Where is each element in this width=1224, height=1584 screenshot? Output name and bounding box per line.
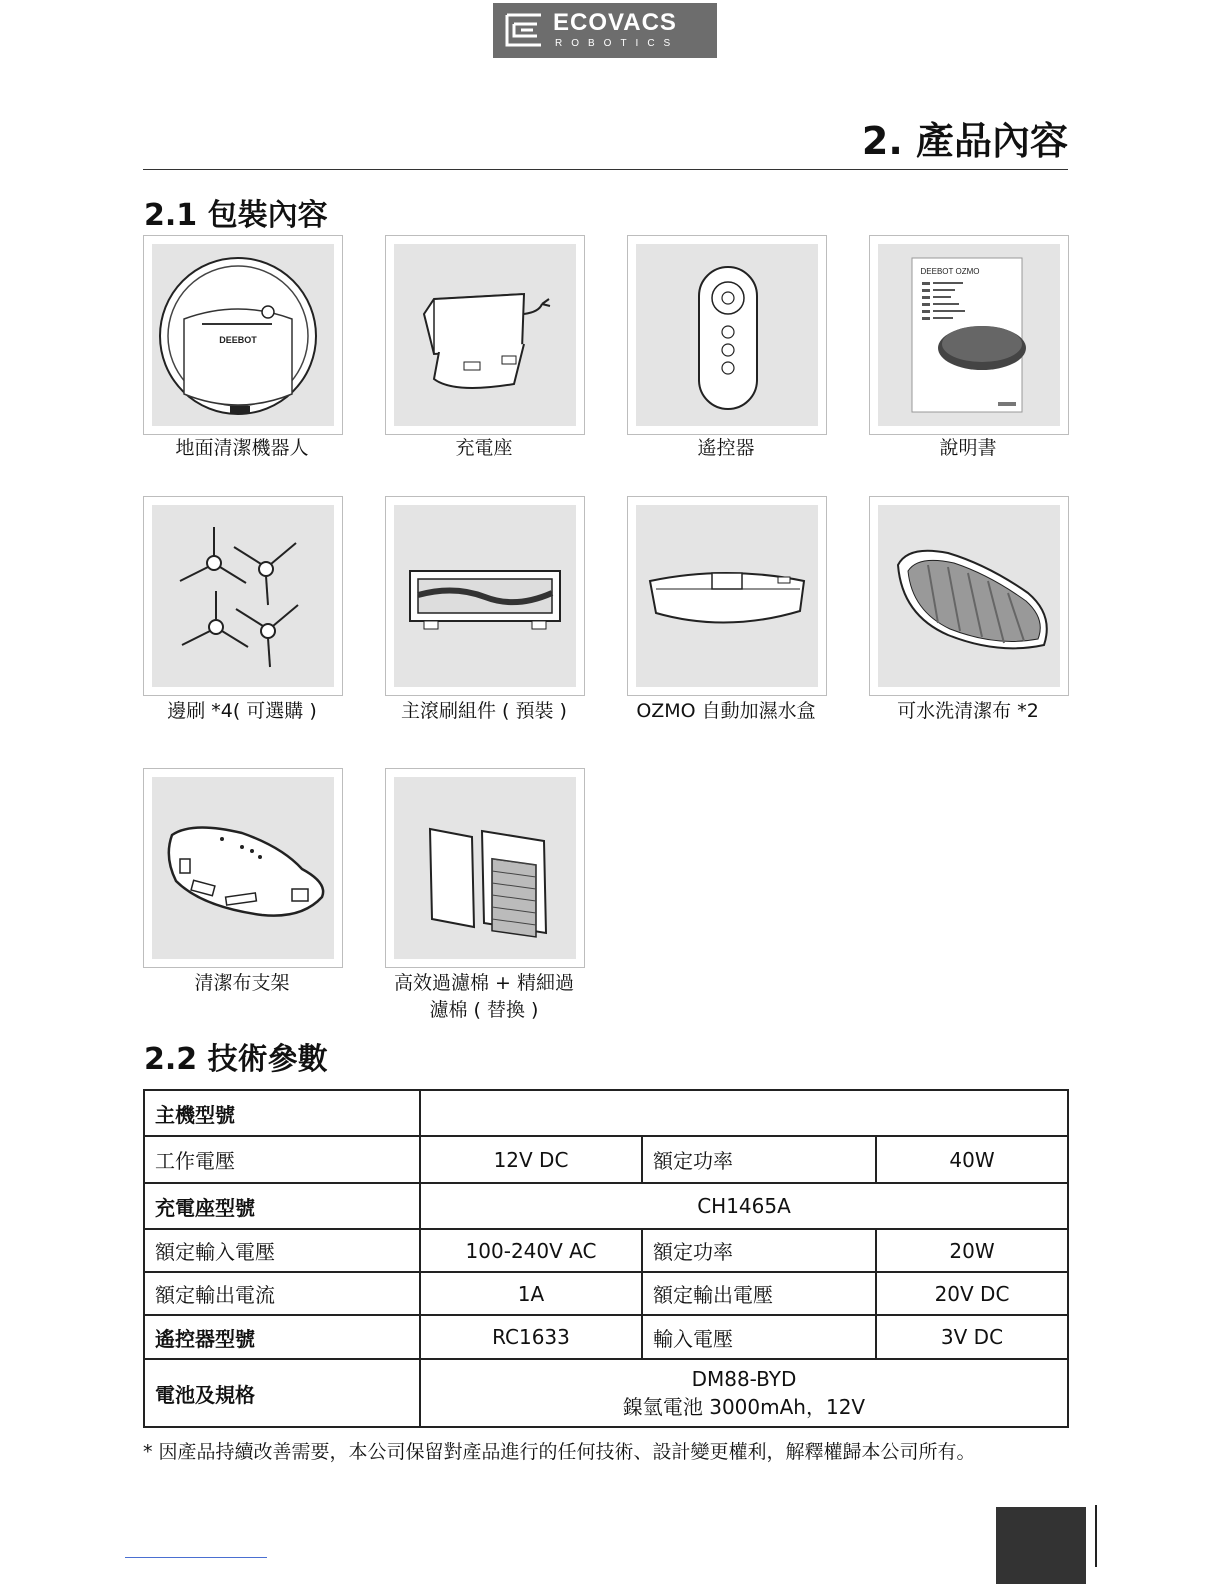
item-caption: 主滾刷組件 ( 預裝 ) [401,700,567,722]
footer-link-line [125,1557,267,1558]
spec-label: 輸入電壓 [642,1315,876,1359]
table-row [144,1229,1068,1272]
water-tank-icon [636,505,818,687]
spec-label: 額定輸出電壓 [642,1272,876,1315]
charging-dock-icon [394,244,576,426]
filter-icon [394,777,576,959]
table-row [144,1315,1068,1359]
spec-label: 工作電壓 [144,1136,420,1183]
spec-value: RC1633 [420,1315,642,1359]
item-caption: 邊刷 *4( 可選購 ) [167,700,317,722]
item-caption: 清潔布支架 [194,972,290,994]
page-edge-line [1095,1505,1097,1567]
spec-label: 主機型號 [144,1090,420,1136]
section-package-title: 2.1 包裝內容 [144,198,328,233]
item-caption-line: 濾棉 ( 替換 ) [429,999,539,1021]
svg-text:DEEBOT: DEEBOT [219,335,257,345]
title-divider [143,169,1068,170]
brand-subtitle: ROBOTICS [555,38,680,49]
spec-value [420,1359,1068,1427]
spec-label: 遙控器型號 [144,1315,420,1359]
spec-label: 額定功率 [642,1229,876,1272]
svg-text:DEEBOT OZMO: DEEBOT OZMO [920,267,980,276]
spec-label: 額定功率 [642,1136,876,1183]
table-row [144,1359,1068,1427]
spec-value: 1A [420,1272,642,1315]
spec-value: CH1465A [420,1183,1068,1229]
spec-value: 20V DC [876,1272,1068,1315]
side-brush-icon [152,505,334,687]
spec-value [420,1090,1068,1136]
spec-label: 充電座型號 [144,1183,420,1229]
chapter-title: 2. 產品內容 [861,119,1068,163]
table-row [144,1090,1068,1136]
robot-vacuum-icon [152,244,334,426]
cleaning-cloth-icon [878,505,1060,687]
spec-label: 額定輸出電流 [144,1272,420,1315]
battery-spec: 鎳氫電池 3000mAh，12V [622,1394,866,1419]
ecovacs-logo-icon [505,12,543,48]
spec-table [143,1089,1069,1428]
table-row [144,1272,1068,1315]
item-caption: 充電座 [455,437,513,459]
manual-icon [878,244,1060,426]
item-caption: 地面清潔機器人 [175,437,309,459]
item-caption [385,970,583,1024]
page-number-box [996,1507,1086,1584]
section-spec-title: 2.2 技術參數 [144,1042,328,1077]
spec-label: 額定輸入電壓 [144,1229,420,1272]
battery-model: DM88-BYD [691,1366,797,1391]
brand-name: ECOVACS [553,9,677,36]
item-caption-line: 高效過濾棉 + 精細過 [394,972,574,994]
spec-value: 12V DC [420,1136,642,1183]
spec-value: 3V DC [876,1315,1068,1359]
remote-control-icon [636,244,818,426]
table-row [144,1183,1068,1229]
item-caption: 遙控器 [697,437,755,459]
brand-logo [493,3,717,58]
item-caption: 說明書 [939,437,997,459]
spec-label: 電池及規格 [144,1359,420,1427]
item-caption: 可水洗清潔布 *2 [897,700,1039,722]
table-row [144,1136,1068,1183]
main-brush-icon [394,505,576,687]
spec-value: 20W [876,1229,1068,1272]
footnote: * 因產品持續改善需要，本公司保留對產品進行的任何技術、設計變更權利，解釋權歸本公司所有。 [143,1441,976,1463]
spec-value: 100-240V AC [420,1229,642,1272]
spec-value: 40W [876,1136,1068,1183]
item-caption: OZMO 自動加濕水盒 [636,700,816,722]
cloth-plate-icon [152,777,334,959]
